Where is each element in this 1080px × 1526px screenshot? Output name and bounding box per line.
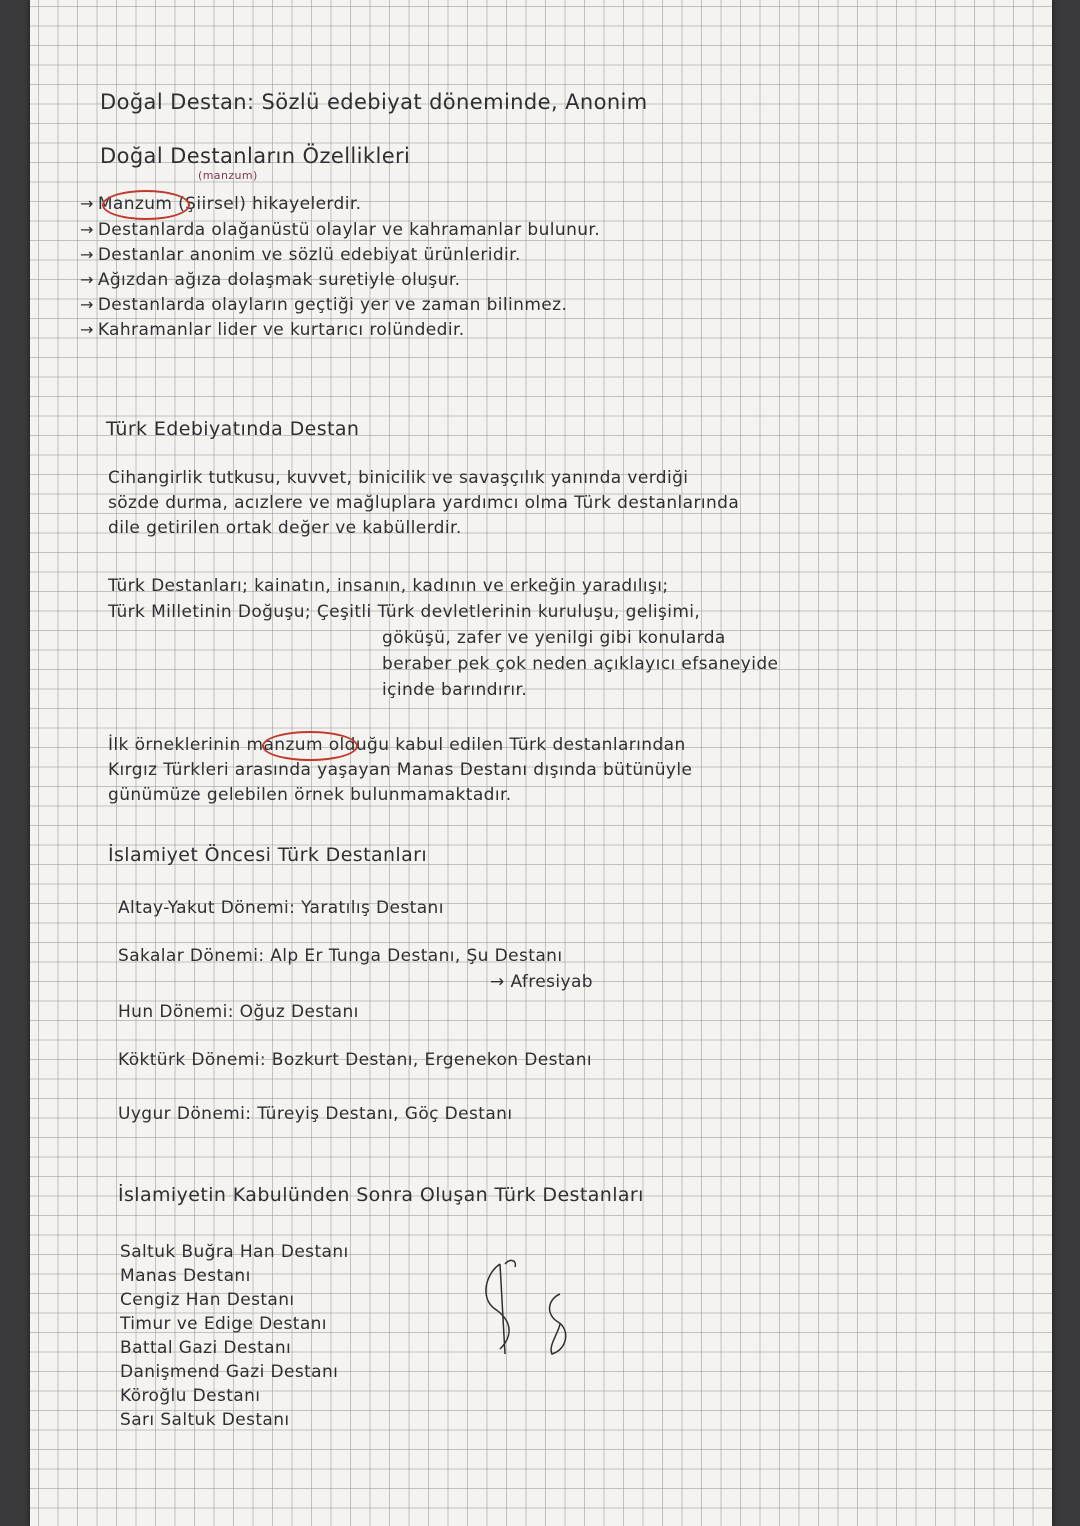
property-item: → Kahramanlar lider ve kurtarıcı rolündedir. bbox=[80, 320, 465, 340]
notebook-page: Doğal Destan: Sözlü edebiyat döneminde, Anonim Doğal Destanların Özellikleri (manzum) → Manzum (Şiirsel) hikayelerdir. → Destanlarda olağanüstü olaylar ve kahramanlar bulunur. → Destanlar anonim ve sözlü edebiyat ürünleridir. → Ağızdan ağıza dolaşmak suretiyle oluşur. → Destanlarda olayların geçtiği yer ve zaman bilinmez. → Kahramanlar lider ve kurtarıcı rolündedir. Türk Edebiyatında Destan Cihangirlik tutkusu, kuvvet, binicilik ve savaşçılık yanında verdiği sözde durma, acızlere ve mağluplara yardımcı olma Türk destanlarında dile getirilen ortak değer ve kabüllerdir. Türk Destanları; kainatın, insanın, kadının ve erkeğin yaradılışı; Türk Milletinin Doğuşu; Çeşitli Türk devletlerinin kuruluşu, gelişimi, göküşü, zafer ve yenilgi gibi konularda beraber pek çok neden açıklayıcı efsaneyide içinde barındırır. İlk örneklerinin manzum olduğu kabul edilen Türk destanlarından Kırgız Türkleri arasında yaşayan Manas Destanı dışında bütünüyle günümüze gelebilen örnek bulunmamaktadır. İslamiyet Öncesi Türk Destanları Altay-Yakut Dönemi: Yaratılış Destanı Sakalar Dönemi: Alp Er Tunga Destanı, Şu Destanı → Afresiyab Hun Dönemi: Oğuz Destanı Köktürk Dönemi: Bozkurt Destanı, Ergenekon Destanı Uygur Dönemi: Türeyiş Destanı, Göç Destanı İslamiyetin Kabulünden Sonra Oluşan Türk Destanları Saltuk Buğra Han Destanı Manas Destanı Cengiz Han Destanı Timur ve Edige Destanı Battal Gazi Destanı Danişmend Gazi Destanı Köroğlu Destanı Sarı Saltuk Destanı bbox=[30, 0, 1052, 1526]
arrow-icon: → bbox=[80, 220, 94, 239]
arrow-icon: → bbox=[490, 972, 505, 992]
post-islam-item: Sarı Saltuk Destanı bbox=[120, 1410, 290, 1430]
afresiyab-note: → Afresiyab bbox=[490, 972, 594, 992]
pre-islam-item: Hun Dönemi: Oğuz Destanı bbox=[118, 1002, 359, 1022]
heading-ozellikler: Doğal Destanların Özellikleri bbox=[100, 144, 411, 168]
post-islam-item: Timur ve Edige Destanı bbox=[120, 1314, 327, 1334]
post-islam-item: Saltuk Buğra Han Destanı bbox=[120, 1242, 349, 1262]
post-islam-item: Danişmend Gazi Destanı bbox=[120, 1362, 339, 1382]
red-circle-manzum-2 bbox=[262, 731, 358, 761]
red-circle-manzum bbox=[102, 190, 190, 220]
property-item: → Ağızdan ağıza dolaşmak suretiyle oluşur. bbox=[80, 270, 461, 290]
property-item: → Destanlarda olağanüstü olaylar ve kahramanlar bulunur. bbox=[80, 220, 601, 240]
property-item: → Destanlar anonim ve sözlü edebiyat ürünleridir. bbox=[80, 245, 521, 265]
arrow-icon: → bbox=[80, 295, 94, 314]
property-item: → Manzum (Şiirsel) hikayelerdir. bbox=[80, 194, 362, 214]
doodle-icon bbox=[460, 1254, 590, 1364]
pre-islam-item: Uygur Dönemi: Türeyiş Destanı, Göç Destanı bbox=[118, 1104, 513, 1124]
arrow-icon: → bbox=[80, 270, 94, 289]
property-item: → Destanlarda olayların geçtiği yer ve zaman bilinmez. bbox=[80, 295, 568, 315]
section-title-turk-edebiyati: Türk Edebiyatında Destan bbox=[106, 418, 360, 440]
heading-dogal-destan: Doğal Destan: Sözlü edebiyat döneminde, Anonim bbox=[100, 90, 648, 114]
pre-islam-item: Sakalar Dönemi: Alp Er Tunga Destanı, Şu Destanı bbox=[118, 946, 563, 966]
arrow-icon: → bbox=[80, 245, 94, 264]
post-islam-item: Köroğlu Destanı bbox=[120, 1386, 261, 1406]
post-islam-item: Cengiz Han Destanı bbox=[120, 1290, 295, 1310]
section-title-post-islam: İslamiyetin Kabulünden Sonra Oluşan Türk Destanları bbox=[118, 1184, 644, 1206]
pre-islam-item: Köktürk Dönemi: Bozkurt Destanı, Ergenekon Destanı bbox=[118, 1050, 593, 1070]
post-islam-item: Battal Gazi Destanı bbox=[120, 1338, 292, 1358]
heading-note-manzum: (manzum) bbox=[198, 169, 258, 182]
arrow-icon: → bbox=[80, 194, 94, 213]
post-islam-item: Manas Destanı bbox=[120, 1266, 251, 1286]
arrow-icon: → bbox=[80, 320, 94, 339]
section-title-pre-islam: İslamiyet Öncesi Türk Destanları bbox=[108, 844, 428, 866]
pre-islam-item: Altay-Yakut Dönemi: Yaratılış Destanı bbox=[118, 898, 444, 918]
